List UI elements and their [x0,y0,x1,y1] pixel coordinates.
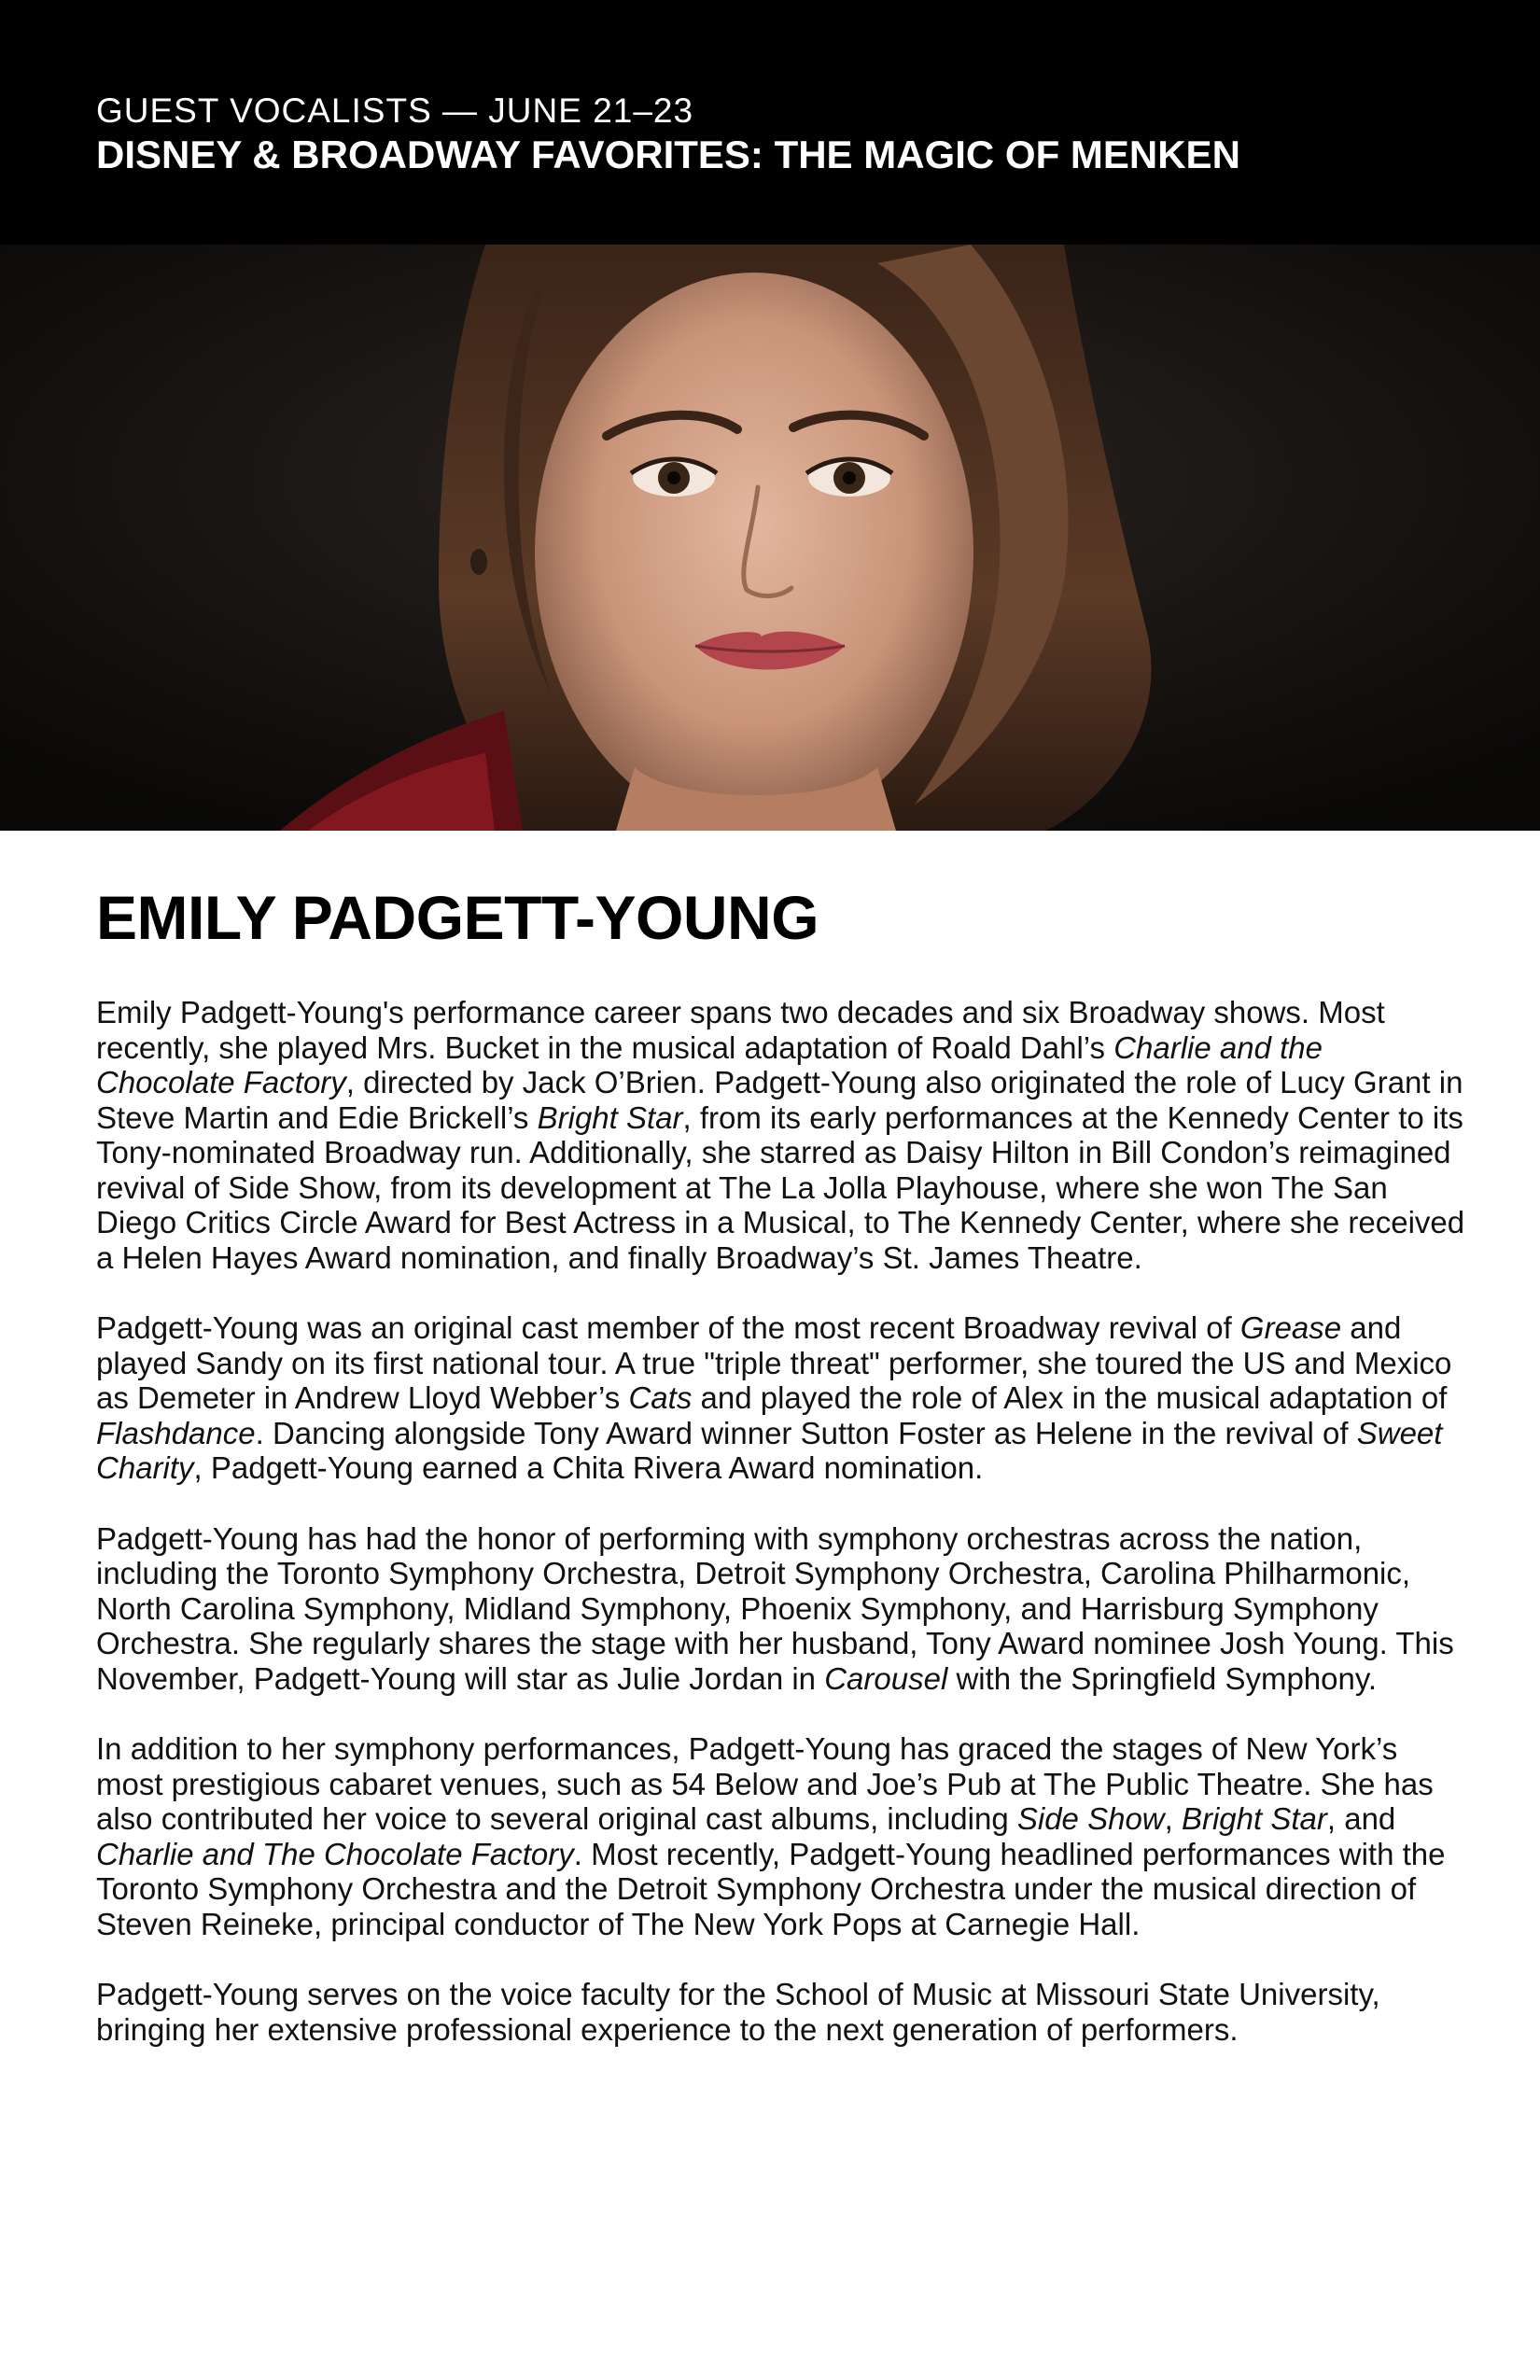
header-banner [0,0,1540,245]
show-title: Bright Star [537,1099,683,1135]
bio-paragraph: Emily Padgett-Young's performance career spans two decades and six Broadway shows. Most recently, she played Mrs. Bucket in the musical adaptation of Roald Dahl’s Charlie and the Chocolate Factory, directed by Jack O’Brien. Padgett-Young also originated the role of Lucy Grant in Steve Martin and Edie Brickell’s Bright Star, from its early performances at the Kennedy Center to its Tony-nominated Broadway run. Additionally, she starred as Daisy Hilton in Bill Condon’s reimagined revival of Side Show, from its development at The La Jolla Playhouse, where she won The San Diego Critics Circle Award for Best Actress in a Musical, to The Kennedy Center, where she received a Helen Hayes Award nomination, and finally Broadway’s St. James Theatre. [96,995,1465,1275]
show-title: Charlie and The Chocolate Factory [96,1836,574,1871]
bio-paragraph: Padgett-Young serves on the voice faculty for the School of Music at Missouri State University, bringing her extensive professional experience to the next generation of performers. [96,1977,1380,2047]
show-title: Charlie and the Chocolate Factory [96,1029,1323,1099]
show-title: Side Show [1016,1801,1165,1836]
show-title: Bright Star [1181,1801,1327,1836]
show-title: Carousel [824,1660,948,1696]
bio-paragraph: Padgett-Young was an original cast member of the most recent Broadway revival of Grease and played Sandy on its first national tour. A true "triple threat" performer, she toured the US and Mexico as Demeter in Andrew Lloyd Webber’s Cats and played the role of Alex in the musical adaptation of Flashdance. Dancing alongside Tony Award winner Sutton Foster as Helene in the revival of Sweet Charity, Padgett-Young earned a Chita Rivera Award nomination. [96,1310,1452,1485]
bio-paragraph: Padgett-Young has had the honor of performing with symphony orchestras across the nation, including the Toronto Symphony Orchestra, Detroit Symphony Orchestra, Carolina Philharmonic, North Carolina Symphony, Midland Symphony, Phoenix Symphony, and Harrisburg Symphony Orchestra. She regularly shares the stage with her husband, Tony Award nominee Josh Young. This November, Padgett-Young will star as Julie Jordan in Carousel with the Springfield Symphony. [96,1520,1454,1696]
concert-title: DISNEY & BROADWAY FAVORITES: THE MAGIC OF MENKEN [96,133,1240,176]
bio-paragraph: In addition to her symphony performances, Padgett-Young has graced the stages of New York’s most prestigious cabaret venues, such as 54 Below and Joe’s Pub at The Public Theatre. She has also contributed her voice to several original cast albums, including Side Show, Bright Star, and Charlie and The Chocolate Factory. Most recently, Padgett-Young headlined performances with the Toronto Symphony Orchestra and the Detroit Symphony Orchestra under the musical direction of Steven Reineke, principal conductor of The New York Pops at Carnegie Hall. [96,1731,1446,1941]
show-title: Cats [628,1380,693,1415]
artist-biography [96,995,1468,2082]
artist-headshot [0,245,1540,831]
artist-name: EMILY PADGETT-YOUNG [96,883,819,952]
event-dates-label: GUEST VOCALISTS — JUNE 21–23 [96,91,694,130]
show-title: Sweet Charity [96,1415,1443,1485]
show-title: Flashdance [96,1415,256,1450]
show-title: Grease [1239,1310,1342,1345]
